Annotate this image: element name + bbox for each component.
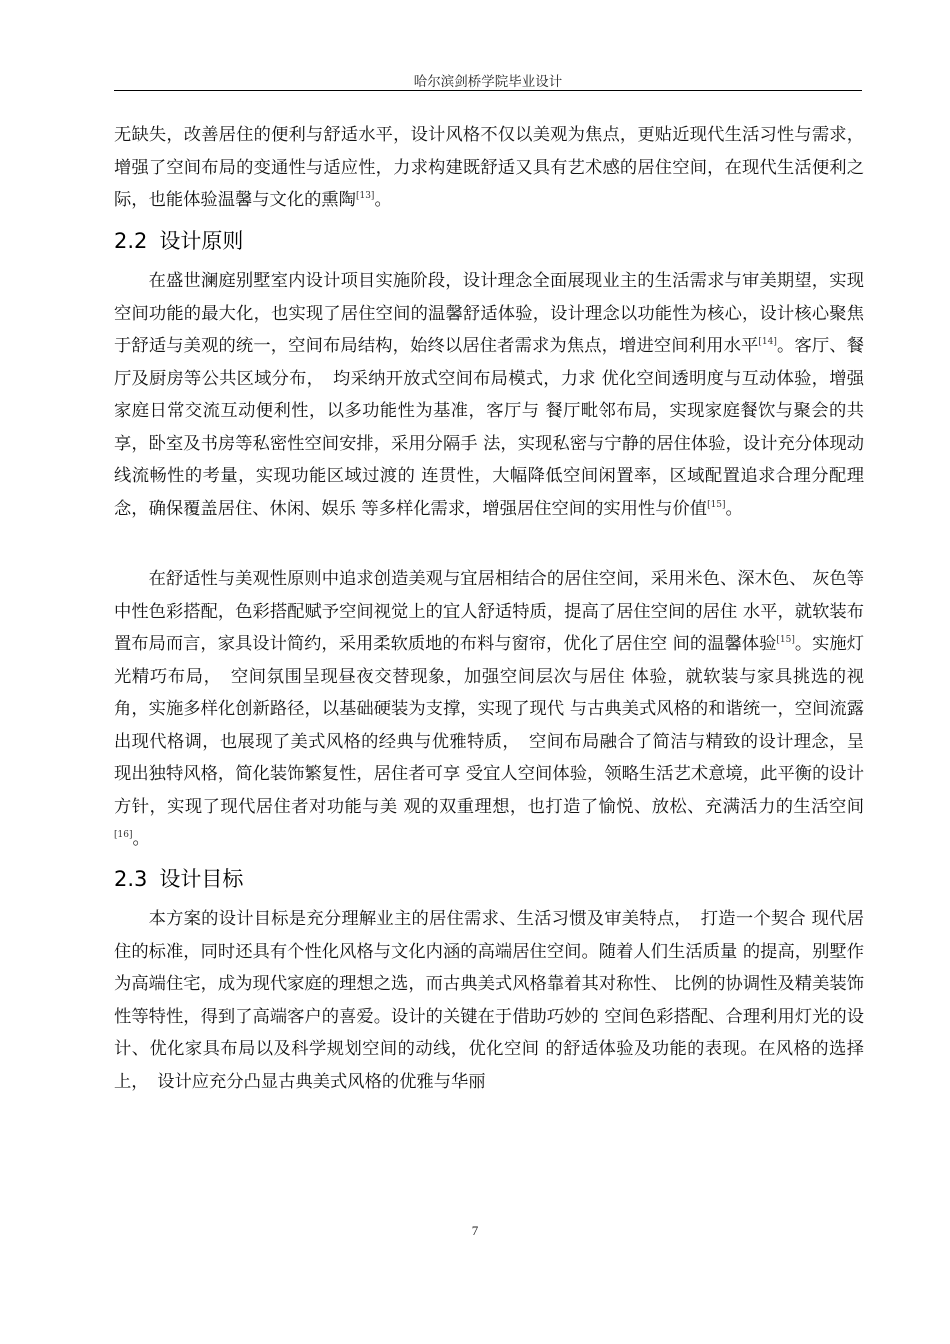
citation-16: [16]	[114, 830, 133, 840]
paragraph-text: 无缺失，改善居住的便利与舒适水平，设计风格不仅以美观为焦点，更贴近现代生活习性与需求，增强了空间布局的变通性与适应性，力求构建既舒适又具有艺术感的居住空间，在现代生活便利之际，也能体验温馨与文化的熏陶	[114, 125, 864, 210]
section-heading-2-3	[114, 864, 864, 894]
section-number: 2.2	[114, 229, 148, 253]
header-rule	[114, 90, 862, 91]
paragraph-comfort-aesthetics	[114, 563, 864, 856]
page-number: 7	[471, 1223, 479, 1238]
paragraph-intro-continuation	[114, 119, 864, 217]
paragraph-end: 。	[725, 498, 743, 519]
paragraph-text-continued: 。实施灯光精巧布局， 空间氛围呈现昼夜交替现象，加强空间层次与居住 体验，就软装与家具挑选的视角，实施多样化创新路径，以基础硬装为支撑，实现了现代 与古典美式风格的和谐统一，空间流露出现代格调，也展现了美式风格的经典与优雅特质， 空间布局融合了简洁与精致的设计理念，呈现出独特风格，简化装饰繁复性，居住者可享 受宜人空间体验，领略生活艺术意境，此平衡的设计方针，实现了现代居住者对功能与美 观的双重理想，也打造了愉悦、放松、充满活力的生活空间	[114, 634, 864, 817]
paragraph-text: 在盛世澜庭别墅室内设计项目实施阶段，设计理念全面展现业主的生活需求与审美期望，实现空间功能的最大化，也实现了居住空间的温馨舒适体验，设计理念以功能性为核心，设计核心聚焦于舒适与美观的统一，空间布局结构，始终以居住者需求为焦点，增进空间利用水平	[114, 271, 864, 356]
paragraph-text: 本方案的设计目标是充分理解业主的居住需求、生活习惯及审美特点， 打造一个契合 现代居住的标准，同时还具有个性化风格与文化内涵的高端居住空间。随着人们生活质量 的提高，别墅作为高端住宅，成为现代家庭的理想之选，而古典美式风格靠着其对称性、 比例的协调性及精美装饰性等特性，得到了高端客户的喜爱。设计的关键在于借助巧妙的 空间色彩搭配、合理利用灯光的设计、优化家具布局以及科学规划空间的动线，优化空间 的舒适体验及功能的表现。在风格的选择上， 设计应充分凸显古典美式风格的优雅与华丽	[114, 909, 864, 1092]
section-heading-2-2	[114, 226, 864, 256]
citation-13: [13]	[355, 191, 375, 201]
citation-15: [15]	[776, 635, 795, 645]
citation-15: [15]	[707, 499, 726, 510]
citation-14: [14]	[758, 337, 777, 347]
paragraph-text-continued: 。客厅、餐厅及厨房等公共区域分布， 均采纳开放式空间布局模式，力求 优化空间透明度与互动体验，增强家庭日常交流互动便利性，以多功能性为基准，客厅与 餐厅毗邻布局，实现家庭餐饮与聚会的共享，卧室及书房等私密性空间安排，采用分隔手 法，实现私密与宁静的居住体验，设计充分体现动线流畅性的考量，实现功能区域过渡的 连贯性，大幅降低空间闲置率，区域配置追求合理分配理念，确保覆盖居住、休闲、娱乐 等多样化需求，增强居住空间的实用性与价值	[114, 336, 864, 519]
section-title: 设计目标	[159, 867, 244, 891]
paragraph-end: 。	[374, 190, 392, 210]
paragraph-design-goals	[114, 903, 864, 1098]
paragraph-end: 。	[132, 829, 150, 849]
running-header: 哈尔滨剑桥学院毕业设计	[413, 74, 563, 90]
section-number: 2.3	[114, 867, 148, 891]
section-title: 设计原则	[159, 229, 244, 253]
paragraph-text: 在舒适性与美观性原则中追求创造美观与宜居相结合的居住空间，采用米色、深木色、 灰色等中性色彩搭配，色彩搭配赋予空间视觉上的宜人舒适特质，提高了居住空间的居住 水平，就软装布置布局而言，家具设计简约，采用柔软质地的布料与窗帘，优化了居住空 间的温馨体验	[114, 569, 864, 654]
paragraph-design-principles	[114, 265, 864, 525]
